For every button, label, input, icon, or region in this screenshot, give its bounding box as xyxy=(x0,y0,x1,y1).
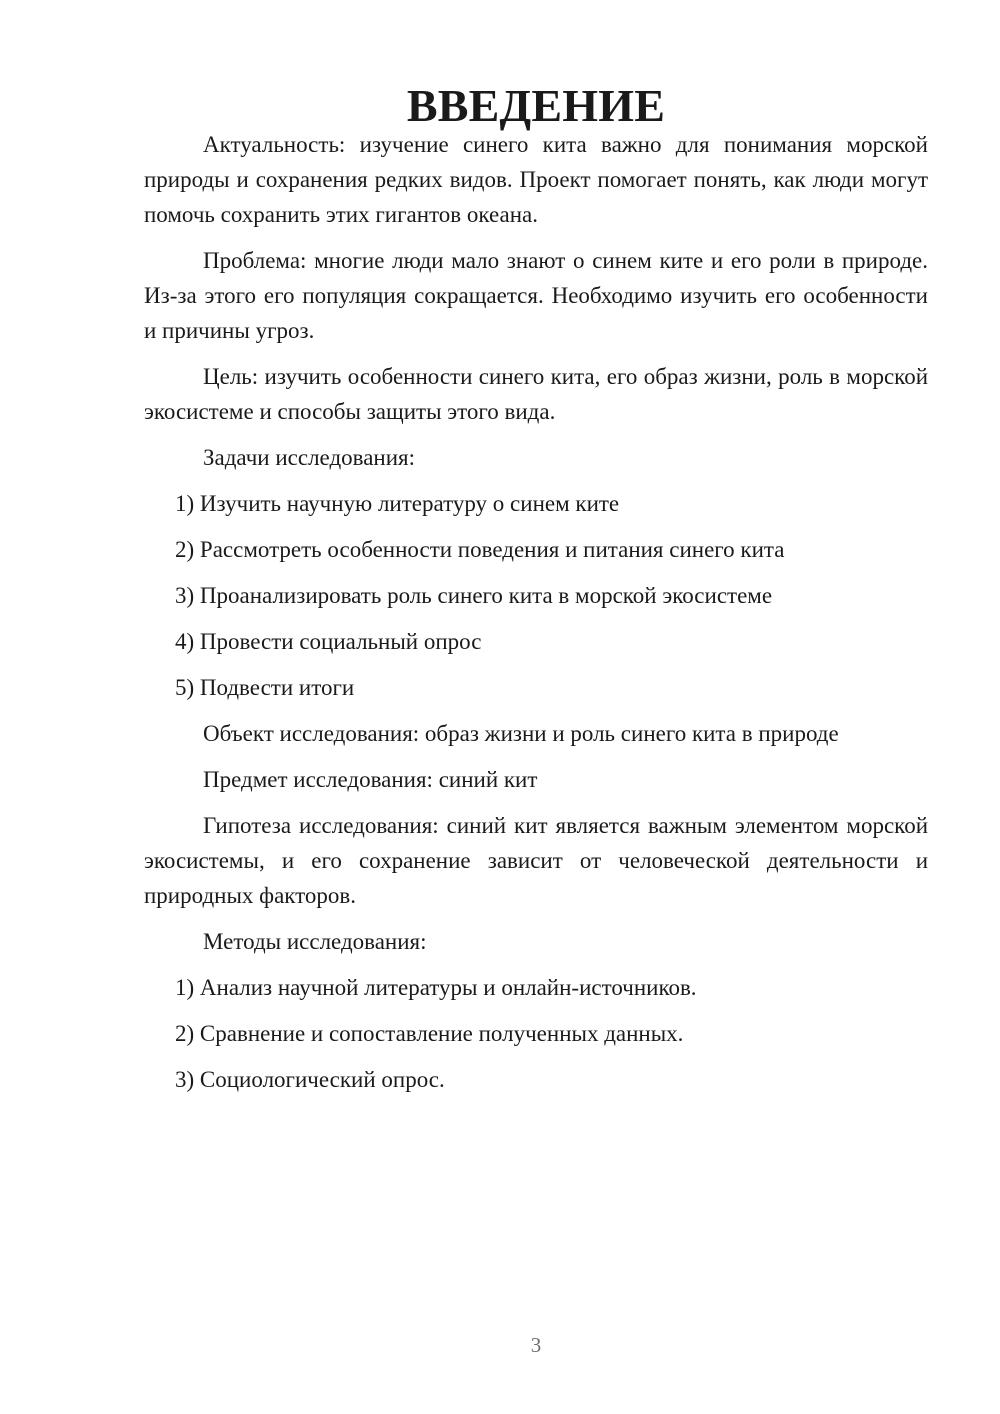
method-item: 1) Анализ научной литературы и онлайн-источников. xyxy=(175,975,697,1000)
page-number: 3 xyxy=(530,1333,542,1357)
task-item: 2) Рассмотреть особенности поведения и питания синего кита xyxy=(175,537,785,562)
paragraph-problem: Проблема: многие люди мало знают о синем ките и его роли в природе. Из-за этого его популяция сокращается. Необходимо изучить его особенности и причины угроз. xyxy=(144,248,928,343)
task-item: 3) Проанализировать роль синего кита в морской экосистеме xyxy=(175,583,773,608)
paragraph-tasks-title: Задачи исследования: xyxy=(203,445,416,470)
method-item: 3) Социологический опрос. xyxy=(175,1067,445,1092)
method-item: 2) Сравнение и сопоставление полученных данных. xyxy=(175,1021,684,1046)
paragraph-subject: Предмет исследования: синий кит xyxy=(203,767,538,792)
task-item: 1) Изучить научную литературу о синем ките xyxy=(175,491,620,516)
document-body xyxy=(144,80,928,1108)
task-item: 4) Провести социальный опрос xyxy=(175,629,482,654)
paragraph-methods-title: Методы исследования: xyxy=(203,929,427,954)
paragraph-object: Объект исследования: образ жизни и роль синего кита в природе xyxy=(203,721,839,746)
paragraph-hypothesis: Гипотеза исследования: синий кит является важным элементом морской экосистемы, и его сохранение зависит от человеческой деятельности и природных факторов. xyxy=(144,813,928,908)
paragraph-relevance: Актуальность: изучение синего кита важно для понимания морской природы и сохранения редких видов. Проект помогает понять, как люди могут помочь сохранить этих гигантов океана. xyxy=(144,132,928,227)
section-heading: ВВЕДЕНИЕ xyxy=(406,80,666,131)
paragraph-goal: Цель: изучить особенности синего кита, его образ жизни, роль в морской экосистеме и способы защиты этого вида. xyxy=(144,364,928,424)
task-item: 5) Подвести итоги xyxy=(175,675,355,700)
